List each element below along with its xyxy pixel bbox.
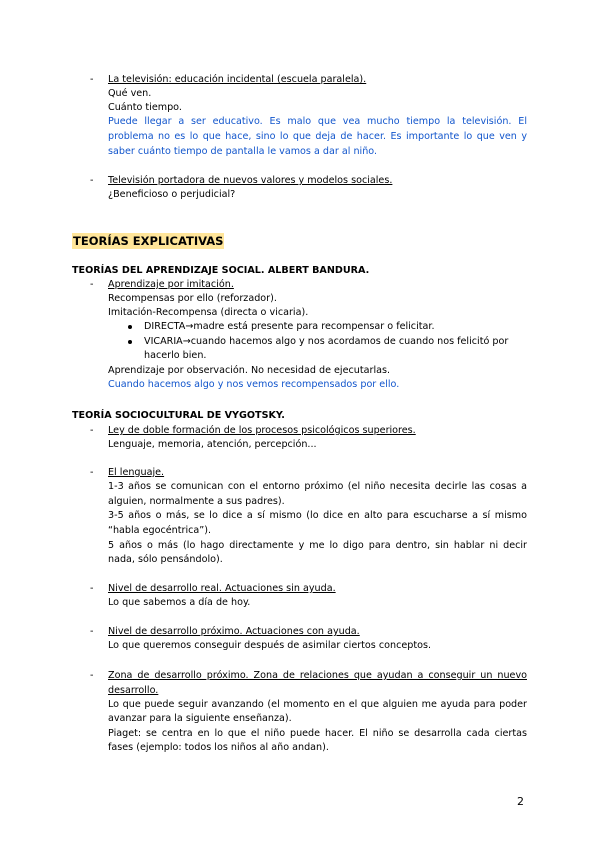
tv-item2-title: Televisión portadora de nuevos valores y modelos sociales.: [108, 175, 393, 186]
vygotsky-item3-line: Lo que sabemos a día de hoy.: [108, 597, 251, 608]
vygotsky-item5-line: avanzar para la siguiente enseñanza).: [108, 713, 292, 724]
bandura-bullet-vicaria: hacerlo bien.: [144, 350, 207, 361]
bandura-bullet-vicaria: VICARIA→cuando hacemos algo y nos acordamos de cuando nos felicitó por: [144, 336, 509, 347]
bullet-icon: [128, 340, 132, 344]
bandura-after: Aprendizaje por observación. No necesidad de ejecutarlas.: [108, 365, 391, 376]
list-dash: -: [90, 425, 94, 436]
vygotsky-item2-line: alguien, normalmente a sus padres).: [108, 496, 285, 507]
section-title: TEORÍAS EXPLICATIVAS: [73, 234, 224, 248]
tv-item1-line: Qué ven.: [108, 88, 152, 99]
bandura-heading: TEORÍAS DEL APRENDIZAJE SOCIAL. ALBERT BANDURA.: [72, 265, 370, 276]
vygotsky-item2-line: nada, sólo pensándolo).: [108, 554, 223, 565]
vygotsky-item5-title: desarrollo.: [108, 685, 159, 696]
vygotsky-item1-line: Lenguaje, memoria, atención, percepción...: [108, 439, 317, 450]
tv-item1-note-line: saber cuánto tiempo de pantalla le vamos a dar al niño.: [108, 146, 378, 157]
vygotsky-item4-line: Lo que queremos conseguir después de asimilar ciertos conceptos.: [108, 640, 432, 651]
vygotsky-item5-line: fases (ejemplo: todos los niños al año andan).: [108, 742, 329, 753]
list-dash: -: [90, 583, 94, 594]
list-dash: -: [90, 175, 94, 186]
vygotsky-item2-title: El lenguaje.: [108, 467, 165, 478]
vygotsky-item3-title: Nivel de desarrollo real. Actuaciones sin ayuda.: [108, 583, 336, 594]
tv-item1-note-line: problema no es lo que hace, sino lo que deja de hacer. Es importante lo que ven y: [108, 131, 527, 142]
vygotsky-item5-title: Zona de desarrollo próximo. Zona de relaciones que ayudan a conseguir un nuevo: [108, 670, 527, 681]
vygotsky-item2-line: 5 años o más (lo hago directamente y me lo digo para dentro, sin hablar ni decir: [108, 540, 527, 551]
list-dash: -: [90, 279, 94, 290]
vygotsky-item2-line: 3-5 años o más, se lo dice a sí mismo (lo dice en alto para escucharse a sí mismo: [108, 510, 527, 521]
vygotsky-item2-line: “habla egocéntrica”).: [108, 525, 212, 536]
bandura-item-title: Aprendizaje por imitación.: [108, 279, 234, 290]
list-dash: -: [90, 74, 94, 85]
vygotsky-item5-line: Piaget: se centra en lo que el niño puede hacer. El niño se desarrolla cada ciertas: [108, 728, 527, 739]
tv-item1-line: Cuánto tiempo.: [108, 102, 182, 113]
vygotsky-item1-title: Ley de doble formación de los procesos psicológicos superiores.: [108, 425, 416, 436]
bandura-line: Imitación-Recompensa (directa o vicaria).: [108, 307, 309, 318]
list-dash: -: [90, 467, 94, 478]
vygotsky-heading: TEORÍA SOCIOCULTURAL DE VYGOTSKY.: [72, 410, 285, 421]
tv-item1-note-line: Puede llegar a ser educativo. Es malo que vea mucho tiempo la televisión. El: [108, 116, 527, 127]
vygotsky-item4-title: Nivel de desarrollo próximo. Actuaciones con ayuda.: [108, 626, 360, 637]
tv-item2-line: ¿Beneficioso o perjudicial?: [108, 189, 236, 200]
bandura-line: Recompensas por ello (reforzador).: [108, 293, 277, 304]
vygotsky-item5-line: Lo que puede seguir avanzando (el momento en el que alguien me ayuda para poder: [108, 699, 527, 710]
list-dash: -: [90, 626, 94, 637]
page-number: 2: [517, 795, 524, 808]
bandura-note: Cuando hacemos algo y nos vemos recompensados por ello.: [108, 379, 400, 390]
bullet-icon: [128, 325, 132, 329]
bandura-bullet-directa: DIRECTA→madre está presente para recompensar o felicitar.: [144, 321, 435, 332]
list-dash: -: [90, 670, 94, 681]
vygotsky-item2-line: 1-3 años se comunican con el entorno próximo (el niño necesita decirle las cosas a: [108, 481, 527, 492]
tv-item1-title: La televisión: educación incidental (escuela paralela).: [108, 74, 367, 85]
